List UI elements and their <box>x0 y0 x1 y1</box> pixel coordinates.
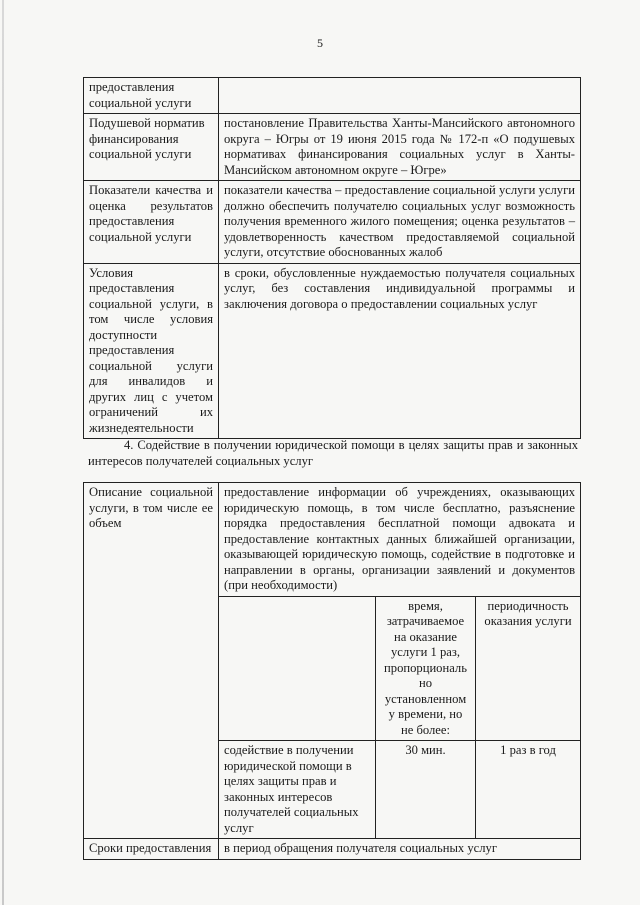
row-label: Подушевой норматив финансирования социальной услуги <box>84 114 219 181</box>
description-label: Описание социальной услуги, в том числе ее объем <box>84 483 219 839</box>
service-table-continued <box>83 77 581 439</box>
service-item-periodicity: 1 раз в год <box>476 741 581 839</box>
table-row <box>84 181 581 264</box>
service-item-time: 30 мин. <box>376 741 476 839</box>
section-heading: 4. Содействие в получении юридической помощи в целях защиты прав и законных интересов получателей социальных услуг <box>88 438 578 468</box>
row-label: Показатели качества и оценка результатов предоставления социальной услуги <box>84 181 219 264</box>
description-text: предоставление информации об учреждениях, оказывающих юридическую помощь, в том числе бесплатно, разъяснение порядка предоставления бесплатной помощи адвоката и предоставление контактных данных ближайшей организации, оказывающей юридическую помощь, содействие в подготовке и направлении в органы, организации заявлений и документов (при необходимости) <box>219 483 581 597</box>
column-header-periodicity: периодичность оказания услуги <box>476 596 581 741</box>
table-row <box>84 114 581 181</box>
table-row <box>84 263 581 439</box>
row-label: Условия предоставления социальной услуги, в том числе условия доступности предоставления социальной услуги для инвалидов и других лиц с учетом ограничений их жизнедеятельности <box>84 263 219 439</box>
service-item-name: содействие в получении юридической помощи в целях защиты прав и законных интересов получателей социальных услуг <box>219 741 376 839</box>
table-row <box>84 78 581 114</box>
row-value: постановление Правительства Ханты-Мансийского автономного округа – Югры от 19 июня 2015 года № 172-п «О подушевых нормативах финансирования социальных услуг в Ханты-Мансийском автономном округе – Югре» <box>219 114 581 181</box>
terms-text: в период обращения получателя социальных услуг <box>219 839 581 860</box>
table-row <box>84 483 581 597</box>
row-value: показатели качества – предоставление социальной услуги услуги должно обеспечить получателю социальных услуг возможность получения временного жилого помещения; оценка результатов – удовлетворенность качеством предоставляемой социальной услуги, отсутствие обоснованных жалоб <box>219 181 581 264</box>
row-label: предоставления социальной услуги <box>84 78 219 114</box>
scan-edge <box>2 0 4 905</box>
column-header-time: время, затрачиваемое на оказание услуги 1 раз, пропорциональ но установленном у времени, но не более: <box>376 596 476 741</box>
legal-aid-service-table <box>83 482 581 860</box>
terms-label: Сроки предоставления <box>84 839 219 860</box>
row-value: в сроки, обусловленные нуждаемостью получателя социальных услуг, без составления индивидуальной программы и заключения договора о предоставлении социальных услуг <box>219 263 581 439</box>
page-number: 5 <box>317 36 323 50</box>
column-header-empty <box>219 596 376 741</box>
row-value <box>219 78 581 114</box>
table-row <box>84 839 581 860</box>
